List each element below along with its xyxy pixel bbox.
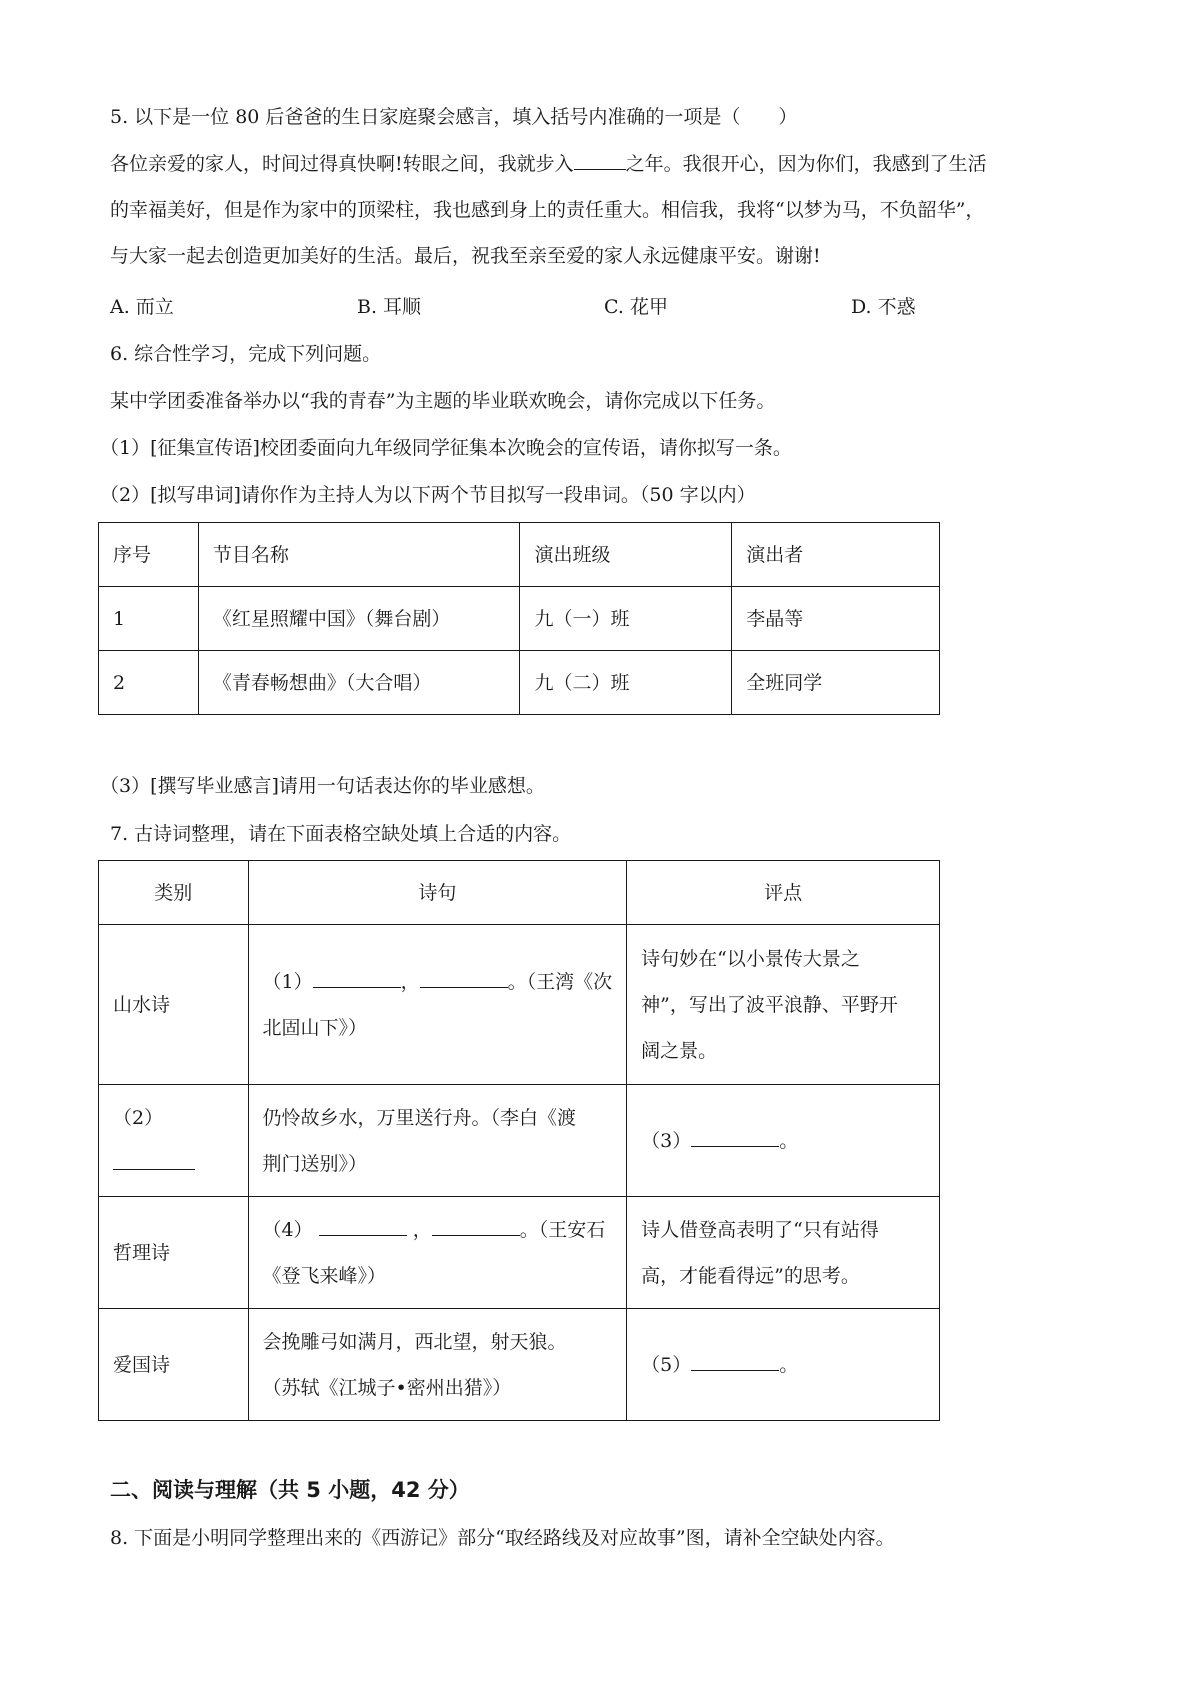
q5-option-d[interactable]: D. 不惑 — [851, 296, 916, 318]
program-table — [98, 522, 940, 715]
blank-number: （5） — [641, 1353, 692, 1376]
blank-number: （4） — [262, 1218, 313, 1241]
table-row — [99, 1085, 940, 1197]
answer-blank[interactable] — [113, 1151, 195, 1170]
punctuation: 。 — [779, 1129, 799, 1152]
poetry-table-header-row — [99, 861, 940, 925]
q6-task-2: （2）[拟写串词]请你作为主持人为以下两个节目拟写一段串词。（50 字以内） — [100, 484, 756, 506]
answer-blank[interactable] — [319, 1217, 407, 1236]
poem-line: 北固山下》） — [262, 1016, 368, 1039]
q5-answer-blank[interactable] — [574, 151, 626, 170]
table-cell — [99, 1085, 249, 1197]
table-cell: 山水诗 — [99, 925, 249, 1085]
comment-line: 神”，写出了波平浪静、平野开 — [641, 993, 898, 1016]
answer-blank[interactable] — [313, 969, 401, 988]
blank-number: （2） — [113, 1106, 164, 1129]
section-2-heading: 二、阅读与理解（共 5 小题，42 分） — [110, 1478, 470, 1502]
poem-line: 荆门送别》） — [262, 1152, 368, 1175]
answer-blank[interactable] — [691, 1128, 779, 1147]
comment-line: 诗人借登高表明了“只有站得 — [641, 1218, 879, 1241]
poem-line: 会挽雕弓如满月，西北望，射天狼。 — [262, 1330, 567, 1353]
q5-stem: 5. 以下是一位 80 后爸爸的生日家庭聚会感言，填入括号内准确的一项是（ ） — [110, 106, 798, 128]
q5-option-a[interactable]: A. 而立 — [110, 296, 174, 318]
table-cell — [627, 1197, 940, 1309]
q5-option-b[interactable]: B. 耳顺 — [357, 296, 422, 318]
table-cell: 2 — [99, 651, 199, 715]
q5-option-c[interactable]: C. 花甲 — [604, 296, 668, 318]
q8-stem: 8. 下面是小明同学整理出来的《西游记》部分“取经路线及对应故事”图，请补全空缺处内容。 — [110, 1527, 895, 1549]
table-cell — [627, 1309, 940, 1421]
table-cell — [627, 925, 940, 1085]
table-cell — [627, 1085, 940, 1197]
poem-source: 。（王安石 — [519, 1218, 606, 1241]
punctuation: ， — [400, 970, 420, 993]
q5-para-part-a: 各位亲爱的家人，时间过得真快啊!转眼之间，我就步入 — [110, 153, 574, 175]
answer-blank[interactable] — [691, 1352, 779, 1371]
table-cell — [248, 1197, 627, 1309]
q6-task-1: （1）[征集宣传语]校团委面向九年级同学征集本次晚会的宣传语，请你拟写一条。 — [100, 437, 792, 459]
program-table-header-row — [99, 523, 940, 587]
comment-line: 阔之景。 — [641, 1039, 718, 1062]
table-cell: 1 — [99, 587, 199, 651]
table-cell: 《红星照耀中国》（舞台剧） — [198, 587, 520, 651]
header-cell: 演出班级 — [520, 523, 732, 587]
header-cell: 类别 — [99, 861, 249, 925]
q6-intro: 某中学团委准备举办以“我的青春”为主题的毕业联欢晚会，请你完成以下任务。 — [110, 390, 776, 412]
table-cell: 九（二）班 — [520, 651, 732, 715]
punctuation: 。 — [779, 1353, 799, 1376]
q5-paragraph-line-3: 与大家一起去创造更加美好的生活。最后，祝我至亲至爱的家人永远健康平安。谢谢! — [110, 245, 821, 267]
poem-line — [263, 959, 613, 1005]
table-cell: 李晶等 — [732, 587, 940, 651]
poem-source: 。（王湾《次 — [507, 970, 613, 993]
answer-blank[interactable] — [420, 969, 508, 988]
table-cell — [248, 925, 627, 1085]
table-cell: 全班同学 — [732, 651, 940, 715]
poem-line: 《登飞来峰》） — [262, 1264, 387, 1287]
poem-line: （苏轼《江城子•密州出猎》） — [262, 1376, 512, 1399]
table-row — [99, 1309, 940, 1421]
header-cell: 诗句 — [248, 861, 627, 925]
table-cell: 哲理诗 — [99, 1197, 249, 1309]
header-cell: 演出者 — [732, 523, 940, 587]
table-row — [99, 587, 940, 651]
q5-paragraph-line-1 — [110, 150, 987, 178]
table-cell: 九（一）班 — [520, 587, 732, 651]
table-row — [99, 1197, 940, 1309]
q6-task-3: （3）[撰写毕业感言]请用一句话表达你的毕业感想。 — [100, 775, 545, 797]
blank-number: （1） — [262, 970, 313, 993]
table-cell — [248, 1309, 627, 1421]
answer-blank[interactable] — [432, 1217, 520, 1236]
blank-number: （3） — [641, 1129, 692, 1152]
header-cell: 序号 — [99, 523, 199, 587]
table-cell — [248, 1085, 627, 1197]
table-row — [99, 651, 940, 715]
poetry-table — [98, 860, 940, 1421]
q6-stem: 6. 综合性学习，完成下列问题。 — [110, 343, 382, 365]
q5-para-part-b: 之年。我很开心，因为你们，我感到了生活 — [625, 153, 987, 175]
q5-options — [110, 292, 1010, 320]
poem-line: 仍怜故乡水，万里送行舟。（李白《渡 — [262, 1106, 577, 1129]
table-cell: 爱国诗 — [99, 1309, 249, 1421]
poem-line — [263, 1207, 613, 1253]
q7-stem: 7. 古诗词整理，请在下面表格空缺处填上合适的内容。 — [110, 823, 572, 845]
header-cell: 评点 — [627, 861, 940, 925]
header-cell: 节目名称 — [198, 523, 520, 587]
q5-paragraph-line-2: 的幸福美好，但是作为家中的顶梁柱，我也感到身上的责任重大。相信我，我将“以梦为马，不负韶华”， — [110, 199, 985, 221]
comment-line: 诗句妙在“以小景传大景之 — [641, 947, 860, 970]
punctuation: ， — [412, 1218, 432, 1241]
table-cell: 《青春畅想曲》（大合唱） — [198, 651, 520, 715]
table-row — [99, 925, 940, 1085]
comment-line: 高，才能看得远”的思考。 — [641, 1264, 860, 1287]
